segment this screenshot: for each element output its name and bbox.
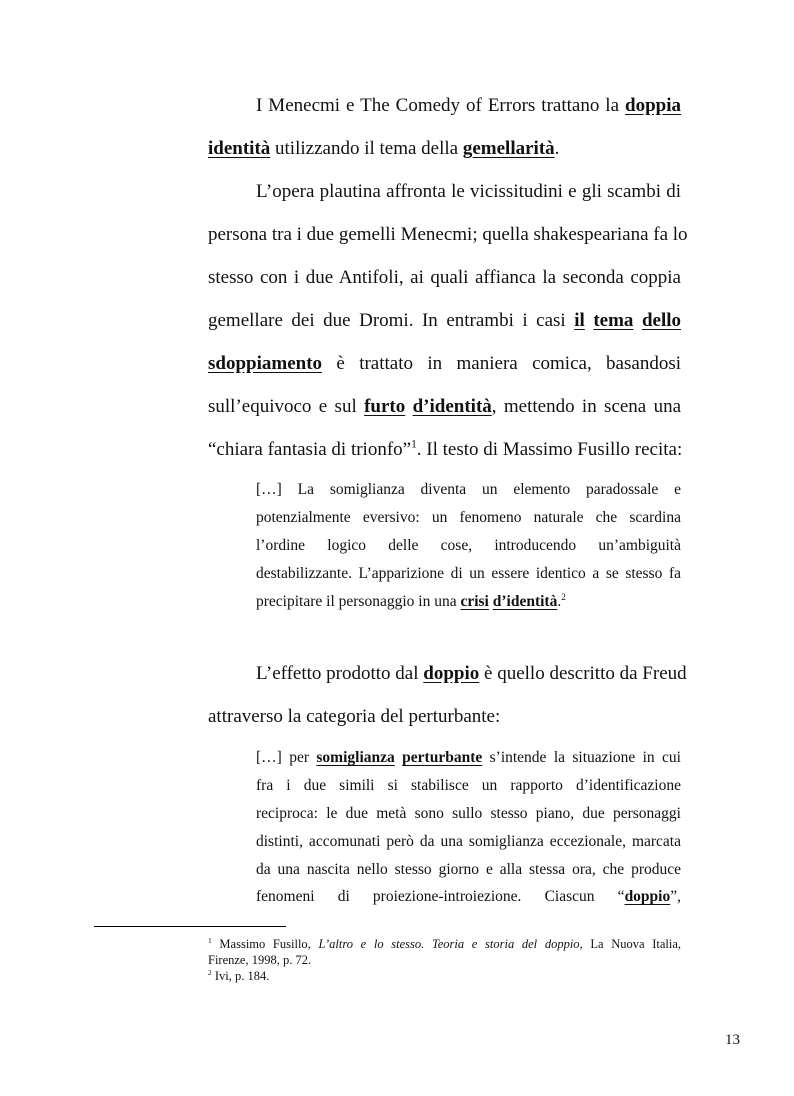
paragraph-2-line-1: L’opera plautina affronta le vicissitudini e gli scambi di	[256, 181, 681, 202]
keyword-perturbante: perturbante	[402, 749, 483, 766]
paragraph-3-line-1: L’effetto prodotto dal doppio è quello descritto da Freud	[256, 663, 687, 684]
keyword-dello: dello	[641, 310, 682, 331]
keyword-crisi: crisi	[460, 593, 489, 610]
keyword-identita: identità	[208, 138, 271, 159]
keyword-doppio: doppio	[423, 663, 480, 684]
paragraph-2-line-7: “chiara fantasia di trionfo”$^1$. Il testo di Massimo Fusillo recita:	[208, 438, 683, 460]
page-number: 13	[725, 1032, 740, 1048]
paragraph-1-line-1: I Menecmi e The Comedy of Errors trattano la doppia	[256, 95, 681, 116]
footnote-1-line-2: Firenze, 1998, p. 72.	[208, 953, 312, 967]
keyword-il: il	[574, 310, 585, 331]
paragraph-2-line-2: persona tra i due gemelli Menecmi; quella shakespeariana fa lo	[208, 224, 688, 245]
footnote-2: $^2$ Ivi, p. 184.	[208, 967, 270, 983]
paragraph-2-line-6: sull’equivoco e sul furto d’identità, mettendo in scena una	[208, 396, 682, 417]
footnote-1-title: L’altro e lo stesso. Teoria e storia del doppio,	[318, 937, 583, 951]
quote-1-line-4: destabilizzante. L’apparizione di un essere identico a se stesso fa	[256, 565, 681, 582]
keyword-gemellarita: gemellarità	[462, 138, 555, 159]
footnote-ref-1[interactable]: 1	[411, 438, 417, 451]
quote-1-line-1: […] La somiglianza diventa un elemento paradossale e	[256, 481, 681, 498]
paragraph-2-line-5: sdoppiamento è trattato in maniera comica, basandosi	[208, 353, 681, 374]
quote-2-line-5: da una nascita nello stesso giorno e alla stessa ora, che produce	[256, 861, 681, 878]
quote-2-line-1: […] per somiglianza perturbante s’intende la situazione in cui	[256, 749, 681, 766]
footnote-ref-2[interactable]: 2	[561, 592, 566, 603]
quote-2-line-2: fra i due simili si stabilisce un rapporto d’identificazione	[256, 777, 681, 794]
quote-2-line-6: fenomeni di proiezione-introiezione. Ciascun “doppio”,	[256, 888, 681, 905]
paragraph-2-line-3: stesso con i due Antifoli, ai quali affianca la seconda coppia	[208, 267, 681, 288]
keyword-sdoppiamento: sdoppiamento	[208, 353, 323, 374]
keyword-furto: furto	[364, 396, 406, 417]
keyword-didentita-quote: d’identità	[492, 593, 558, 610]
keyword-tema: tema	[593, 310, 634, 331]
quote-1-line-5: precipitare il personaggio in una crisi d’identità.$^2$	[256, 592, 566, 610]
footnote-1-line-1: $^1$ Massimo Fusillo, L’altro e lo stesso. Teoria e storia del doppio, La Nuova Italia,	[208, 935, 682, 951]
quote-1-line-2: potenzialmente eversivo: un fenomeno naturale che scardina	[256, 509, 681, 526]
quote-2-line-3: reciproca: le due metà sono sullo stesso piano, due personaggi	[256, 805, 681, 822]
paragraph-2-line-4: gemellare dei due Dromi. In entrambi i casi il tema dello	[208, 310, 682, 331]
keyword-didentita: d’identità	[412, 396, 492, 417]
keyword-doppio-quote: doppio	[624, 888, 671, 905]
quote-2-line-4: distinti, accomunati però da una somiglianza eccezionale, marcata	[256, 833, 681, 850]
paragraph-3-line-2: attraverso la categoria del perturbante:	[208, 706, 501, 727]
keyword-somiglianza: somiglianza	[316, 749, 395, 766]
footnote-separator	[94, 926, 286, 927]
paragraph-1-line-2: identità utilizzando il tema della gemellarità.	[208, 138, 560, 159]
quote-1-line-3: l’ordine logico delle cose, introducendo un’ambiguità	[256, 537, 681, 554]
keyword-doppia: doppia	[625, 95, 681, 116]
